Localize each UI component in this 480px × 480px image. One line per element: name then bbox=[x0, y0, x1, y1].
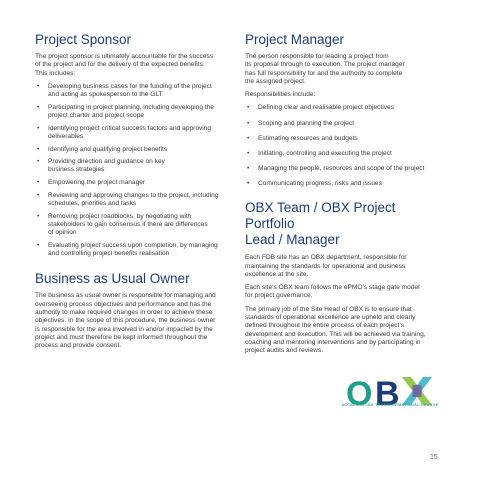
list-item-text: Initiating, controlling and executing the project bbox=[258, 149, 392, 157]
obx-paragraph-3 bbox=[245, 306, 445, 356]
text-line: The person responsible for leading a project from bbox=[245, 53, 389, 60]
list-item-text: Estimating resources and budgets bbox=[258, 134, 358, 142]
text-line: This includes: bbox=[35, 69, 76, 77]
bullet-icon: • bbox=[37, 124, 40, 132]
text-line: The project sponsor is ultimately accountable for the success bbox=[35, 53, 214, 60]
list-item-text: Evaluating project success upon completion, by managing bbox=[48, 241, 218, 249]
list-item-text: Identifying and qualifying project benefits bbox=[48, 145, 168, 153]
obx-logo-b: B bbox=[375, 375, 400, 413]
bullet-icon: • bbox=[37, 158, 40, 166]
list-item bbox=[245, 104, 445, 112]
obx-logo-o: O bbox=[346, 375, 373, 413]
bau-owner-heading: Business as Usual Owner bbox=[35, 271, 190, 287]
list-item bbox=[35, 179, 235, 187]
list-item-text: and controlling project benefits realisation bbox=[48, 250, 170, 258]
list-item bbox=[245, 120, 445, 128]
list-item bbox=[245, 135, 445, 143]
text-line: its proposal through to execution. The project manager bbox=[245, 61, 405, 69]
bullet-icon: • bbox=[247, 134, 250, 142]
list-item-text: Participating in project planning, including developing the bbox=[48, 103, 215, 111]
list-item bbox=[245, 165, 445, 173]
sponsor-intro bbox=[35, 53, 235, 78]
bullet-icon: • bbox=[247, 119, 250, 127]
bullet-icon: • bbox=[37, 191, 40, 199]
text-line: Each site’s OBX team follows the ePMO’s stage gate model bbox=[245, 284, 420, 292]
pm-intro bbox=[245, 53, 445, 86]
bullet-icon: • bbox=[37, 241, 40, 249]
list-item-text: Scoping and planning the project bbox=[258, 119, 355, 127]
text-line: standards of operational excellence are upheld and clearly bbox=[245, 314, 416, 322]
obx-logo-tagline: ACCELERATING TRANSFORMATIONAL CHANGE bbox=[341, 403, 439, 407]
text-line: The primary job of the Site Head of OBX is to ensure that bbox=[245, 305, 412, 313]
text-line: for project governance. bbox=[245, 292, 313, 300]
text-line: overseeing process objectives and performance and has the bbox=[35, 300, 212, 308]
obx-logo-x bbox=[402, 377, 432, 405]
list-item-text: schedules, priorities and tasks bbox=[48, 199, 137, 207]
list-item bbox=[35, 104, 235, 121]
obx-paragraph-2 bbox=[245, 284, 445, 301]
text-line: project and must therefore be kept informed throughout the bbox=[35, 333, 208, 341]
list-item bbox=[35, 125, 235, 142]
list-item-text: Managing the people, resources and scope of the project bbox=[258, 164, 425, 172]
list-item bbox=[35, 146, 235, 154]
text-line: coaching and mentoring interventions and by participating in bbox=[245, 338, 421, 346]
bullet-icon: • bbox=[37, 145, 40, 153]
project-sponsor-heading: Project Sponsor bbox=[35, 32, 132, 47]
text-line: authority to make required changes in order to achieve these bbox=[35, 308, 213, 316]
pm-responsibilities-label: Responsibilities include: bbox=[245, 91, 316, 99]
list-item bbox=[35, 192, 235, 209]
list-item-text: Developing business cases for the funding of the project bbox=[48, 82, 212, 90]
list-item bbox=[35, 213, 235, 238]
sponsor-responsibilities-list bbox=[35, 83, 235, 258]
list-item bbox=[245, 180, 445, 188]
text-line: the assigned project. bbox=[245, 77, 306, 85]
obx-team-heading bbox=[245, 200, 445, 248]
list-item-text: Providing direction and guidance on key bbox=[48, 158, 165, 166]
text-line: maintaining the standards for operational and business bbox=[245, 262, 406, 270]
obx-paragraph-1 bbox=[245, 254, 445, 279]
list-item-text: project charter and project scope bbox=[48, 112, 145, 120]
list-item-text: Empowering the project manager bbox=[48, 179, 146, 187]
list-item bbox=[35, 83, 235, 100]
text-line: OBX Team / OBX Project Portfolio bbox=[245, 200, 396, 232]
list-item-text: Communicating progress, risks and issues bbox=[258, 179, 382, 187]
list-item bbox=[35, 242, 235, 259]
left-column bbox=[35, 32, 235, 350]
text-line: development and execution. This will be achieved via training, bbox=[245, 330, 426, 338]
bullet-icon: • bbox=[247, 179, 250, 187]
text-line: Each FDB site has an OBX department, responsible for bbox=[245, 254, 407, 262]
text-line: Lead / Manager bbox=[245, 232, 340, 248]
list-item bbox=[245, 150, 445, 158]
list-item-text: Removing project roadblocks, by negotiating with bbox=[48, 212, 192, 220]
text-line: defined throughout the entire process of each project’s bbox=[245, 322, 404, 330]
project-manager-heading: Project Manager bbox=[245, 32, 345, 47]
bullet-icon: • bbox=[37, 82, 40, 90]
text-line: has full responsibility for and the authority to complete bbox=[245, 69, 403, 77]
obx-logo bbox=[340, 366, 440, 416]
text-line: The business as usual owner is responsible for managing and bbox=[35, 292, 216, 300]
right-column bbox=[245, 32, 445, 356]
bullet-icon: • bbox=[247, 164, 250, 172]
bullet-icon: • bbox=[37, 212, 40, 220]
bullet-icon: • bbox=[37, 179, 40, 187]
text-line: of the project and for the delivery of the expected benefits. bbox=[35, 61, 205, 69]
text-line: is responsible for the area involved in and/or impacted by the bbox=[35, 325, 213, 333]
list-item-text: stakeholders to gain consensus if there are differences bbox=[48, 220, 208, 228]
list-item-text: business strategies bbox=[48, 166, 105, 174]
bullet-icon: • bbox=[37, 103, 40, 111]
bau-owner-body bbox=[35, 292, 235, 350]
list-item-text: Reviewing and approving changes to the project, including bbox=[48, 191, 219, 199]
page-number: 15 bbox=[430, 454, 438, 461]
text-line: objectives. In the scope of this procedure, the business owner bbox=[35, 317, 216, 325]
bullet-icon: • bbox=[247, 104, 250, 112]
bullet-icon: • bbox=[247, 149, 250, 157]
list-item-text: Identifying project critical success factors and approving bbox=[48, 124, 212, 132]
list-item-text: deliverables bbox=[48, 132, 84, 140]
text-line: excellence at the site. bbox=[245, 270, 309, 278]
text-line: project audits and reviews. bbox=[245, 347, 324, 355]
pm-responsibilities-list bbox=[245, 104, 445, 188]
list-item-text: and acting as spokesperson to the GLT bbox=[48, 91, 163, 99]
list-item-text: of opinion bbox=[48, 229, 77, 237]
list-item bbox=[35, 158, 235, 175]
list-item-text: Defining clear and realisable project objectives bbox=[258, 104, 394, 112]
text-line: process and provide consent. bbox=[35, 342, 122, 350]
